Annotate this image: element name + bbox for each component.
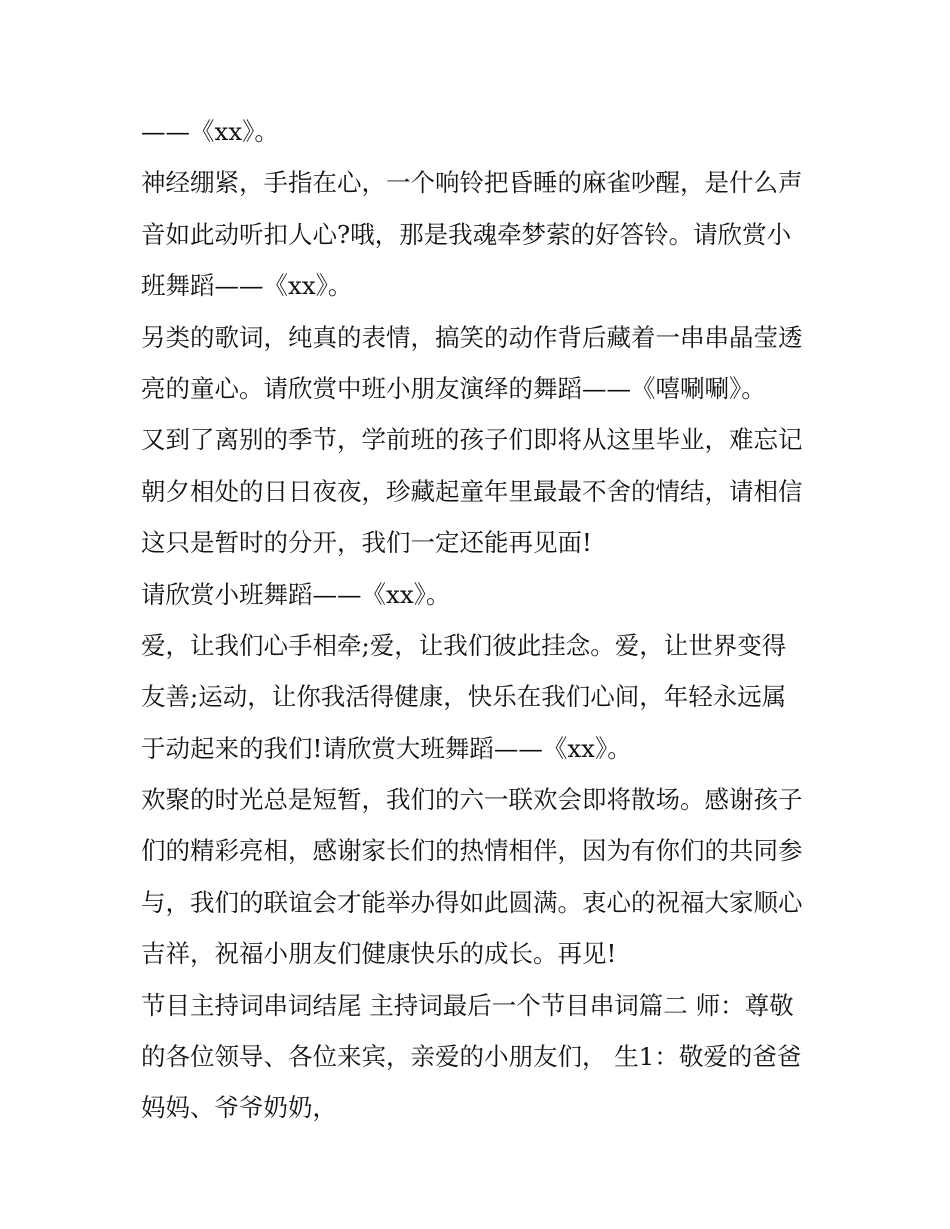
- text-line: 爱，让我们心手相牵;爱，让我们彼此挂念。爱，让世界变得: [141, 630, 787, 660]
- text-line: 请欣赏小班舞蹈——《xx》。: [141, 579, 451, 609]
- text-line: 另类的歌词，纯真的表情，搞笑的动作背后藏着一串串晶莹透: [141, 322, 803, 352]
- text-line: 吉祥，祝福小朋友们健康快乐的成长。再见!: [141, 939, 617, 969]
- text-line: 这只是暂时的分开，我们一定还能再见面!: [141, 528, 592, 558]
- text-line: 神经绷紧，手指在心，一个响铃把昏睡的麻雀吵醒，是什么声: [141, 168, 803, 198]
- text-line: 又到了离别的季节，学前班的孩子们即将从这里毕业，难忘记: [141, 425, 803, 455]
- text-line: 妈妈、爷爷奶奶，: [141, 1093, 337, 1123]
- text-line: 音如此动听扣人心?哦，那是我魂牵梦萦的好答铃。请欣赏小: [141, 219, 792, 249]
- text-line: 欢聚的时光总是短暂，我们的六一联欢会即将散场。感谢孩子: [141, 785, 803, 815]
- text-line: 于动起来的我们!请欣赏大班舞蹈——《xx》。: [141, 733, 632, 763]
- text-line: 朝夕相处的日日夜夜，珍藏起童年里最最不舍的情结，请相信: [141, 476, 803, 506]
- text-line: 亮的童心。请欣赏中班小朋友演绎的舞蹈——《嘻唰唰》。: [141, 373, 766, 403]
- text-line: 们的精彩亮相，感谢家长们的热情相伴，因为有你们的共同参: [141, 836, 803, 866]
- text-line: 友善;运动，让你我活得健康，快乐在我们心间，年轻永远属: [141, 682, 787, 712]
- text-line: 的各位领导、各位来宾，亲爱的小朋友们， 生1：敬爱的爸爸: [141, 1042, 802, 1072]
- document-body: [141, 106, 821, 1134]
- text-line: 与，我们的联谊会才能举办得如此圆满。衷心的祝福大家顺心: [141, 887, 803, 917]
- text-line: 节目主持词串词结尾 主持词最后一个节目串词篇二 师：尊敬: [141, 990, 794, 1020]
- text-line: ——《xx》。: [141, 117, 279, 146]
- text-line: 班舞蹈——《xx》。: [141, 271, 353, 301]
